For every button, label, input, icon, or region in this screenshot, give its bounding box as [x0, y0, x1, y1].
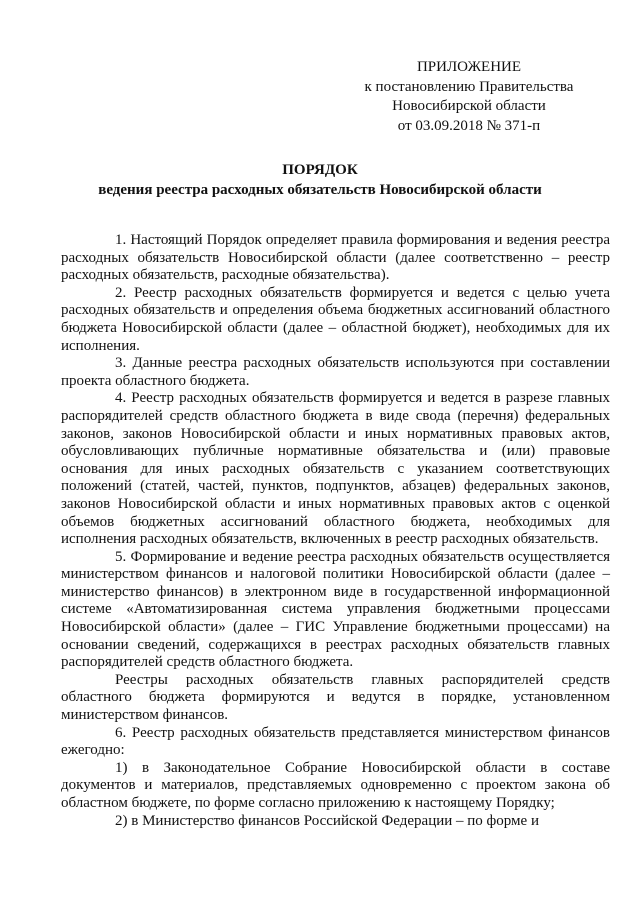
paragraph: 6. Реестр расходных обязательств представляется министерством финансов ежегодно:: [61, 724, 610, 759]
paragraph: 2) в Министерство финансов Российской Федерации – по форме и: [115, 812, 539, 829]
title-heading: ПОРЯДОК: [282, 162, 358, 178]
paragraph: 3. Данные реестра расходных обязательств используются при составлении проекта областного бюджета.: [61, 355, 610, 389]
document-body: [61, 232, 610, 830]
paragraph: 4. Реестр расходных обязательств формируется и ведется в разрезе главных распорядителей средств областного бюджета в виде свода (перечня) федеральных законов, законов Новосибирской области и иных нормативных правовых актов, обусловливающих публичные нормативные обязательства и (или) правовые основания для иных расходных обязательств с указанием соответствующих положений (статей, частей, пунктов, подпунктов, абзацев) федеральных законов, законов Новосибирской области и иных нормативных правовых актов с оценкой объемов бюджетных ассигнований областного бюджета, необходимых для исполнения расходных обязательств, включенных в реестр расходных обязательств.: [61, 390, 610, 548]
approval-date-line: от 03.09.2018 № 371-п: [397, 117, 541, 134]
approval-label: ПРИЛОЖЕНИЕ: [416, 59, 522, 75]
approval-region-line: Новосибирской области: [392, 98, 546, 114]
approval-block: [354, 58, 584, 136]
paragraph: 1) в Законодательное Собрание Новосибирской области в составе документов и материалов, представляемых одновременно с проектом закона об областном бюджете, по форме согласно приложению к настоящему Порядку;: [61, 759, 610, 811]
paragraph: 1. Настоящий Порядок определяет правила формирования и ведения реестра расходных обязательств Новосибирской области (далее соответственно – реестр расходных обязательств, расходные обязательства).: [61, 232, 610, 284]
paragraph: 5. Формирование и ведение реестра расходных обязательств осуществляется министерством финансов и налоговой политики Новосибирской области (далее – министерство финансов) в электронном виде в государственной информационной системе «Автоматизированная система управления бюджетными процессами Новосибирской области» (далее – ГИС Управление бюджетными процессами) на основании сведений, содержащихся в реестрах расходных обязательств главных распорядителей средств областного бюджета.: [61, 548, 610, 671]
title-subheading: ведения реестра расходных обязательств Новосибирской области: [98, 182, 542, 198]
paragraph: Реестры расходных обязательств главных распорядителей средств областного бюджета формируются и ведутся в порядке, установленном министерством финансов.: [61, 671, 610, 724]
paragraph: 2. Реестр расходных обязательств формируется и ведется с целью учета расходных обязательств и определения объема бюджетных ассигнований областного бюджета Новосибирской области (далее – областной бюджет), необходимых для их исполнения.: [61, 284, 610, 354]
document-title: [0, 160, 640, 200]
approval-decree-line: к постановлению Правительства: [364, 78, 574, 95]
